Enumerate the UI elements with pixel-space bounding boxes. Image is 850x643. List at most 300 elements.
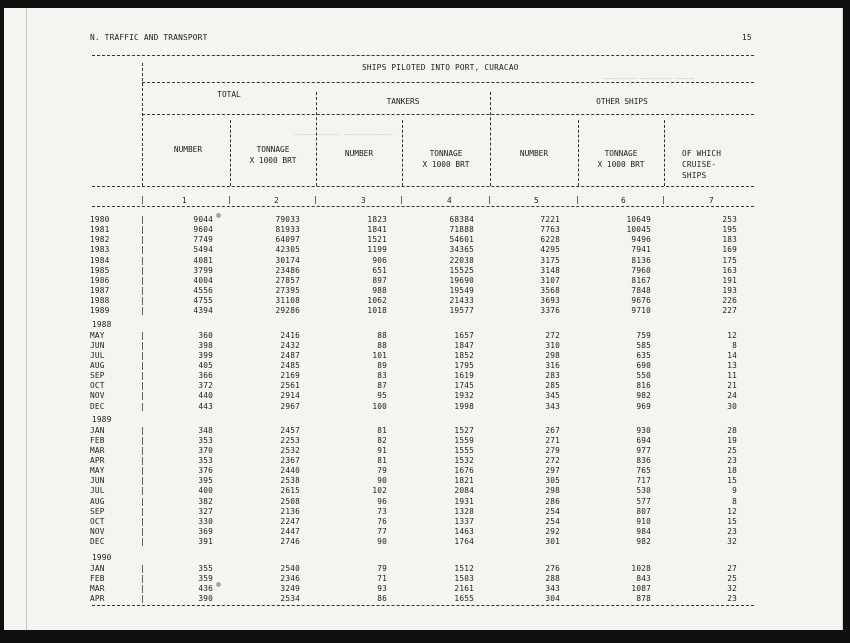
table-cell: 86 — [377, 593, 387, 603]
row-label: APR — [90, 593, 105, 603]
row-label: 1981 — [90, 225, 110, 235]
table-cell: 301 — [545, 537, 560, 547]
divider-mark: | — [399, 195, 404, 204]
table-cell: 12 — [727, 330, 737, 340]
table-cell: 969 — [636, 401, 651, 411]
row-label: OCT — [90, 381, 105, 391]
table-cell: 382 — [198, 496, 213, 506]
divider-mark: | — [140, 195, 145, 204]
divider-mark: | — [487, 195, 492, 204]
table-cell: 25 — [727, 573, 737, 583]
row-label: AUG — [90, 496, 105, 506]
table-cell: 1512 — [454, 563, 474, 573]
table-cell: 372 — [198, 381, 213, 391]
table-cell: 88 — [377, 340, 387, 350]
column-number: 4 — [447, 196, 452, 205]
divider-mark: | — [227, 195, 232, 204]
table-cell: 9496 — [631, 235, 651, 245]
table-cell: 1657 — [454, 330, 474, 340]
table-cell: 90 — [377, 476, 387, 486]
table-cell: 286 — [545, 496, 560, 506]
table-cell: 2561 — [280, 381, 300, 391]
table-cell: 2615 — [280, 486, 300, 496]
table-cell: 88 — [377, 330, 387, 340]
table-cell: 271 — [545, 435, 560, 445]
table-cell: 18 — [727, 466, 737, 476]
table-cell: 12 — [727, 506, 737, 516]
separator — [490, 92, 491, 186]
table-cell: 102 — [372, 486, 387, 496]
table-cell: 79 — [377, 466, 387, 476]
col-tank-number: NUMBER — [344, 149, 374, 158]
column-number: 6 — [621, 196, 626, 205]
table-cell: 440 — [198, 391, 213, 401]
table-cell: 982 — [636, 391, 651, 401]
table-cell: 22038 — [449, 255, 474, 265]
table-cell: 71 — [377, 573, 387, 583]
table-cell: 360 — [198, 330, 213, 340]
row-divider: | — [140, 350, 145, 360]
show-through: ~~~~~~~~~~ ~~~~~~~~~~~ — [294, 130, 394, 139]
table-cell: 297 — [545, 466, 560, 476]
table-cell: 353 — [198, 435, 213, 445]
row-divider: | — [140, 466, 145, 476]
row-label: 1983 — [90, 245, 110, 255]
table-cell: 19690 — [449, 275, 474, 285]
column-number: 5 — [534, 196, 539, 205]
row-label: 1980 — [90, 215, 110, 224]
table-cell: 8167 — [631, 275, 651, 285]
table-cell: 330 — [198, 516, 213, 526]
table-cell: 836 — [636, 455, 651, 465]
rule — [92, 55, 754, 56]
row-label: 1986 — [90, 275, 110, 285]
table-cell: 91 — [377, 445, 387, 455]
row-divider: | — [140, 245, 145, 255]
table-cell: 369 — [198, 527, 213, 536]
table-cell: 25 — [727, 445, 737, 455]
table-cell: 651 — [372, 265, 387, 275]
table-cell: 2538 — [280, 476, 300, 486]
table-cell: 1555 — [454, 445, 474, 455]
table-cell: 2432 — [280, 340, 300, 350]
table-cell: 2447 — [280, 527, 300, 536]
row-divider: | — [140, 537, 145, 547]
table-cell: 27395 — [275, 286, 300, 296]
table-cell: 23 — [727, 593, 737, 603]
table-cell: 353 — [198, 455, 213, 465]
rule — [92, 605, 754, 606]
row-divider: | — [140, 286, 145, 296]
table-cell: 400 — [198, 486, 213, 496]
table-cell: 6228 — [540, 235, 560, 245]
table-cell: 2136 — [280, 506, 300, 516]
row-divider: | — [140, 391, 145, 401]
table-cell: 101 — [372, 350, 387, 360]
table-cell: 288 — [545, 573, 560, 583]
rule — [142, 82, 754, 83]
table-cell: 169 — [722, 245, 737, 255]
table-cell: 897 — [372, 275, 387, 285]
table-cell: 285 — [545, 381, 560, 391]
table-cell: 2161 — [454, 583, 474, 593]
row-label: JAN — [90, 425, 105, 435]
table-cell: 9676 — [631, 296, 651, 306]
row-label: FEB — [90, 435, 105, 445]
row-divider: | — [140, 371, 145, 381]
divider-mark: | — [661, 195, 666, 204]
table-cell: 64097 — [275, 235, 300, 245]
row-label: SEP — [90, 506, 105, 516]
table-cell: 2967 — [280, 401, 300, 411]
table-cell: 1018 — [367, 306, 387, 316]
table-cell: 585 — [636, 340, 651, 350]
table-cell: 14 — [727, 350, 737, 360]
year-heading: 1988 — [92, 320, 112, 329]
row-label: FEB — [90, 573, 105, 583]
table-cell: 530 — [636, 486, 651, 496]
table-cell: 8136 — [631, 255, 651, 265]
table-cell: 79033 — [275, 215, 300, 224]
table-cell: 1841 — [367, 225, 387, 235]
row-label: MAY — [90, 330, 105, 340]
table-cell: 343 — [545, 401, 560, 411]
row-label: 1988 — [90, 296, 110, 306]
show-through: ~~~ ~~~~~~~ ~~ ~~~~~~~ ~~ ~~~~~~~~~~~~~~ — [214, 51, 395, 60]
table-cell: 355 — [198, 563, 213, 573]
table-cell: 89 — [377, 360, 387, 370]
row-label: 1985 — [90, 265, 110, 275]
table-cell: 1521 — [367, 235, 387, 245]
table-cell: 807 — [636, 506, 651, 516]
table-cell: 267 — [545, 425, 560, 435]
table-cell: 31108 — [275, 296, 300, 306]
table-cell: 175 — [722, 255, 737, 265]
table-cell: 1821 — [454, 476, 474, 486]
row-divider: | — [140, 425, 145, 435]
table-cell: 15525 — [449, 265, 474, 275]
table-cell: 3249 — [280, 583, 300, 593]
table-cell: 2367 — [280, 455, 300, 465]
row-divider: | — [140, 296, 145, 306]
table-cell: 34365 — [449, 245, 474, 255]
table-cell: 4295 — [540, 245, 560, 255]
table-cell: 272 — [545, 455, 560, 465]
table-cell: 29286 — [275, 306, 300, 316]
row-divider: | — [140, 235, 145, 245]
table-cell: 7221 — [540, 215, 560, 224]
col-cruise: SHIPS — [682, 171, 707, 180]
table-cell: 28 — [727, 425, 737, 435]
table-cell: 310 — [545, 340, 560, 350]
table-cell: 1655 — [454, 593, 474, 603]
row-label: JUL — [90, 350, 105, 360]
table-cell: 390 — [198, 593, 213, 603]
table-cell: 7848 — [631, 286, 651, 296]
col-other-tonnage: TONNAGE — [604, 149, 638, 158]
table-cell: 1745 — [454, 381, 474, 391]
table-cell: 395 — [198, 476, 213, 486]
row-divider: | — [140, 360, 145, 370]
table-cell: 4004 — [193, 275, 213, 285]
row-divider: | — [140, 593, 145, 603]
group-total: TOTAL — [217, 90, 241, 99]
table-cell: 71888 — [449, 225, 474, 235]
table-cell: 843 — [636, 573, 651, 583]
table-cell: 550 — [636, 371, 651, 381]
table-cell: 19 — [727, 435, 737, 445]
table-cell: 19549 — [449, 286, 474, 296]
row-divider: | — [140, 401, 145, 411]
table-cell: 7763 — [540, 225, 560, 235]
table-cell: 10045 — [626, 225, 651, 235]
row-label: DEC — [90, 401, 105, 411]
row-divider: | — [140, 496, 145, 506]
page-number: 15 — [742, 33, 752, 42]
table-cell: 2247 — [280, 516, 300, 526]
table-cell: 163 — [722, 265, 737, 275]
table-cell: 30 — [727, 401, 737, 411]
table-cell: 2416 — [280, 330, 300, 340]
row-divider: | — [140, 381, 145, 391]
table-cell: 2253 — [280, 435, 300, 445]
column-number: 1 — [182, 196, 187, 205]
document-page — [4, 8, 843, 630]
table-cell: 327 — [198, 506, 213, 516]
row-divider: | — [140, 486, 145, 496]
table-cell: 305 — [545, 476, 560, 486]
table-cell: 3568 — [540, 286, 560, 296]
table-cell: 1028 — [631, 563, 651, 573]
table-cell: 443 — [198, 401, 213, 411]
column-number: 3 — [361, 196, 366, 205]
table-cell: 73 — [377, 506, 387, 516]
table-cell: 690 — [636, 360, 651, 370]
table-title: SHIPS PILOTED INTO PORT, CURACAO — [362, 63, 519, 72]
table-cell: 376 — [198, 466, 213, 476]
table-cell: 2487 — [280, 350, 300, 360]
section-title: N. TRAFFIC AND TRANSPORT — [90, 33, 208, 42]
table-cell: 2084 — [454, 486, 474, 496]
table-cell: 906 — [372, 255, 387, 265]
table-cell: 1087 — [631, 583, 651, 593]
row-divider: | — [140, 455, 145, 465]
row-divider: | — [140, 255, 145, 265]
table-cell: 54601 — [449, 235, 474, 245]
table-cell: 276 — [545, 563, 560, 573]
row-divider: | — [140, 340, 145, 350]
table-cell: 253 — [722, 215, 737, 224]
table-cell: 2914 — [280, 391, 300, 401]
rule — [92, 186, 754, 187]
table-cell: 2532 — [280, 445, 300, 455]
table-cell: 635 — [636, 350, 651, 360]
table-cell: 23 — [727, 527, 737, 536]
table-cell: 717 — [636, 476, 651, 486]
table-cell: 343 — [545, 583, 560, 593]
group-tankers: TANKERS — [386, 97, 420, 106]
rule — [142, 114, 754, 115]
row-label: 1989 — [90, 306, 110, 316]
table-cell: 2485 — [280, 360, 300, 370]
table-cell: 2508 — [280, 496, 300, 506]
table-cell: 81 — [377, 455, 387, 465]
table-cell: 21433 — [449, 296, 474, 306]
row-divider: | — [140, 215, 145, 224]
table-cell: 359 — [198, 573, 213, 583]
table-cell: 2440 — [280, 466, 300, 476]
divider-mark: | — [313, 195, 318, 204]
table-cell: 283 — [545, 371, 560, 381]
row-divider: | — [140, 435, 145, 445]
table-cell: 5494 — [193, 245, 213, 255]
table-cell: 298 — [545, 350, 560, 360]
table-cell: 21 — [727, 381, 737, 391]
table-cell: 93 — [377, 583, 387, 593]
table-cell: 348 — [198, 425, 213, 435]
table-cell: 3799 — [193, 265, 213, 275]
table-cell: 304 — [545, 593, 560, 603]
divider-mark: | — [575, 195, 580, 204]
table-cell: 1619 — [454, 371, 474, 381]
row-label: JAN — [90, 563, 105, 573]
table-cell: 3175 — [540, 255, 560, 265]
table-cell: 398 — [198, 340, 213, 350]
table-cell: 816 — [636, 381, 651, 391]
separator — [664, 120, 665, 186]
table-cell: 24 — [727, 391, 737, 401]
row-label: APR — [90, 455, 105, 465]
table-cell: 1998 — [454, 401, 474, 411]
table-cell: 1503 — [454, 573, 474, 583]
table-cell: 1062 — [367, 296, 387, 306]
table-cell: 90 — [377, 537, 387, 547]
table-cell: 345 — [545, 391, 560, 401]
row-divider: | — [140, 275, 145, 285]
table-cell: 23 — [727, 455, 737, 465]
table-cell: 42305 — [275, 245, 300, 255]
table-cell: 254 — [545, 516, 560, 526]
table-cell: 930 — [636, 425, 651, 435]
row-label: DEC — [90, 537, 105, 547]
group-other: OTHER SHIPS — [596, 97, 648, 106]
binder-hole — [216, 213, 221, 218]
table-cell: 83 — [377, 371, 387, 381]
table-cell: 254 — [545, 506, 560, 516]
row-divider: | — [140, 563, 145, 573]
separator — [142, 63, 143, 186]
table-cell: 292 — [545, 527, 560, 536]
row-divider: | — [140, 506, 145, 516]
table-cell: 910 — [636, 516, 651, 526]
table-cell: 30174 — [275, 255, 300, 265]
table-cell: 10649 — [626, 215, 651, 224]
table-cell: 298 — [545, 486, 560, 496]
row-label: 1984 — [90, 255, 110, 265]
table-cell: 272 — [545, 330, 560, 340]
table-cell: 759 — [636, 330, 651, 340]
table-cell: 3107 — [540, 275, 560, 285]
row-divider: | — [140, 445, 145, 455]
table-cell: 1823 — [367, 215, 387, 224]
row-label: JUN — [90, 340, 105, 350]
table-cell: 370 — [198, 445, 213, 455]
table-cell: 977 — [636, 445, 651, 455]
rule — [92, 206, 754, 207]
table-cell: 96 — [377, 496, 387, 506]
year-heading: 1990 — [92, 553, 112, 562]
table-cell: 694 — [636, 435, 651, 445]
table-cell: 2346 — [280, 573, 300, 583]
row-label: NOV — [90, 391, 105, 401]
table-cell: 391 — [198, 537, 213, 547]
show-through: ~~~~~~~ ~~~~~~~ ~~~~ — [604, 74, 695, 83]
table-cell: 27857 — [275, 275, 300, 285]
table-cell: 7941 — [631, 245, 651, 255]
table-cell: 405 — [198, 360, 213, 370]
table-cell: 577 — [636, 496, 651, 506]
table-cell: 3148 — [540, 265, 560, 275]
row-divider: | — [140, 225, 145, 235]
table-cell: 2457 — [280, 425, 300, 435]
table-cell: 7960 — [631, 265, 651, 275]
table-cell: 316 — [545, 360, 560, 370]
table-cell: 81 — [377, 425, 387, 435]
table-cell: 79 — [377, 563, 387, 573]
row-divider: | — [140, 306, 145, 316]
table-cell: 1328 — [454, 506, 474, 516]
table-cell: 13 — [727, 360, 737, 370]
table-cell: 399 — [198, 350, 213, 360]
table-cell: 191 — [722, 275, 737, 285]
table-cell: 32 — [727, 537, 737, 547]
table-cell: 436 — [198, 583, 213, 593]
row-label: OCT — [90, 516, 105, 526]
table-cell: 9044 — [193, 215, 213, 224]
table-cell: 2746 — [280, 537, 300, 547]
row-divider: | — [140, 330, 145, 340]
table-cell: 1559 — [454, 435, 474, 445]
binder-hole — [216, 582, 221, 587]
table-cell: 15 — [727, 476, 737, 486]
binding-edge — [4, 8, 27, 630]
row-label: 1987 — [90, 286, 110, 296]
table-cell: 81933 — [275, 225, 300, 235]
table-cell: 226 — [722, 296, 737, 306]
table-cell: 100 — [372, 401, 387, 411]
row-divider: | — [140, 527, 145, 536]
table-cell: 2540 — [280, 563, 300, 573]
table-cell: 8 — [732, 340, 737, 350]
table-cell: 279 — [545, 445, 560, 455]
table-cell: 1795 — [454, 360, 474, 370]
row-label: AUG — [90, 360, 105, 370]
table-cell: 2169 — [280, 371, 300, 381]
col-other-tonnage-unit: X 1000 BRT — [597, 160, 645, 169]
row-label: NOV — [90, 527, 105, 536]
col-total-number: NUMBER — [173, 145, 203, 154]
row-divider: | — [140, 265, 145, 275]
table-cell: 1676 — [454, 466, 474, 476]
table-cell: 984 — [636, 527, 651, 536]
row-label: JUN — [90, 476, 105, 486]
table-cell: 193 — [722, 286, 737, 296]
table-cell: 2534 — [280, 593, 300, 603]
table-cell: 19577 — [449, 306, 474, 316]
table-cell: 1199 — [367, 245, 387, 255]
table-cell: 1532 — [454, 455, 474, 465]
col-cruise: CRUISE- — [682, 160, 717, 169]
